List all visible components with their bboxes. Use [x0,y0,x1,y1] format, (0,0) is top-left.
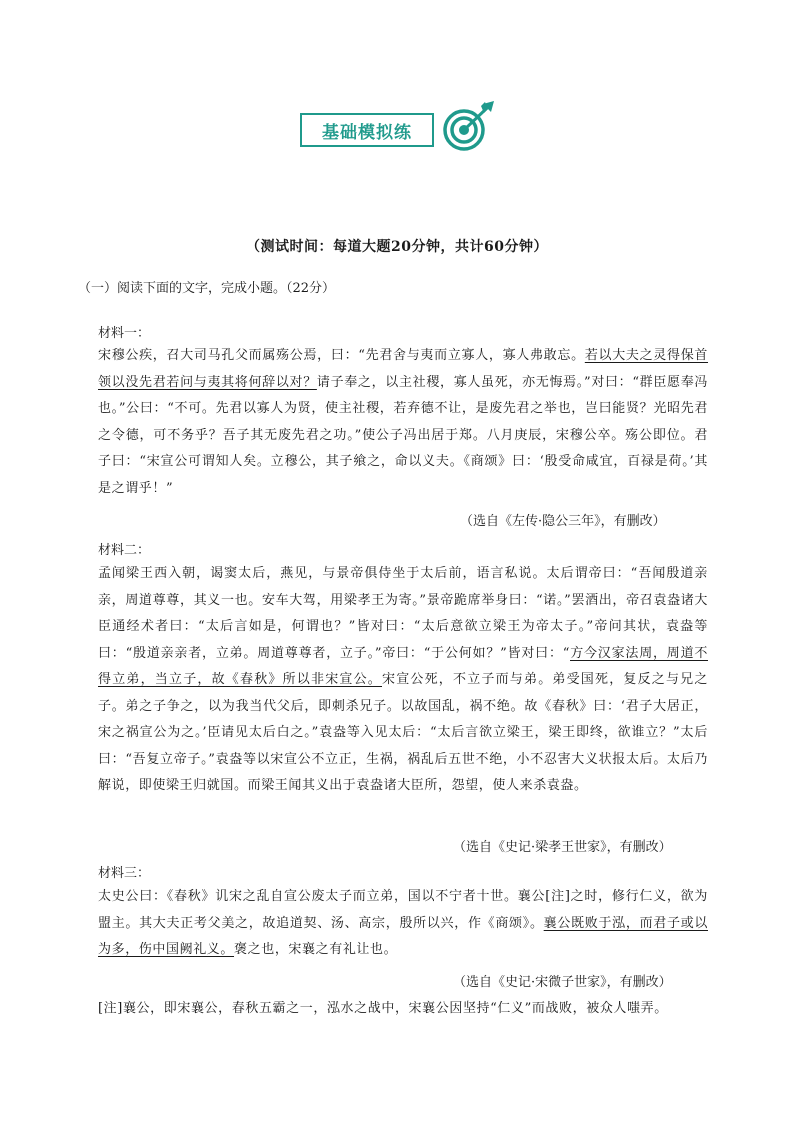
material-2-underlined: 方今汉家法周，周道不得立弟，当立子，故《春秋》所以非宋宣公。 [98,645,708,687]
material-3-underlined: 襄公既败于泓，而君子或以为多，伤中国阙礼义。 [98,915,708,957]
footnote: [注]襄公，即宋襄公，春秋五霸之一，泓水之战中，宋襄公因坚持“仁义”而战败，被众人嗤弄。 [98,1001,668,1016]
material-1-source: （选自《左传·隐公三年》，有删改） [460,514,666,529]
material-3-text: 太史公曰：《春秋》讥宋之乱自宣公废太子而立弟，国以不宁者十世。襄公[注]之时，修行仁义，欲为盟主。其大夫正考父美之，故追道契、汤、高宗，殷所以兴，作《商颂》。襄公既败于泓，而君子或以为多，伤中国阙礼义。褒之也，宋襄之有礼让也。 [98,889,708,957]
material-1-text: 宋穆公疾，召大司马孔父而属殇公焉，曰：“先君舍与夷而立寡人，寡人弗敢忘。若以大夫之灵得保首领以没先君若问与夷其将何辞以对？请子奉之，以主社稷，寡人虽死，亦无悔焉。”对曰：“群臣愿奉冯也。”公曰：“不可。先君以寡人为贤，使主社稷，若弃德不让，是废先君之举也，岂曰能贤？光昭先君之令德，可不务乎？吾子其无废先君之功。”使公子冯出居于郑。八月庚辰，宋穆公卒。殇公即位。君子曰：“宋宣公可谓知人矣。立穆公，其子飨之，命以义夫。《商颂》曰：‘殷受命咸宜，百禄是荷。’其是之谓乎！” [98,348,709,496]
material-2-text: 孟闻梁王西入朝，谒窦太后，燕见，与景帝俱侍坐于太后前，语言私说。太后谓帝曰：“吾闻殷道亲亲，周道尊尊，其义一也。安车大驾，用梁孝王为寄。”景帝跪席举身曰：“诺。”罢酒出，帝召袁盎诸大臣通经术者曰：“太后言如是，何谓也？”皆对曰：“太后意欲立梁王为帝太子。”帝问其状，袁盎等曰：“殷道亲亲者，立弟。周道尊尊者，立子。”帝曰：“于公何如？”皆对曰：“方今汉家法周，周道不得立弟，当立子，故《春秋》所以非宋宣公。宋宣公死，不立子而与弟。弟受国死，复反之与兄之子。弟之子争之，以为我当代父后，即刺杀兄子。以故国乱，祸不绝。故《春秋》曰：‘君子大居正，宋之祸宣公为之。’臣请见太后白之。”袁盎等入见太后：“太后言欲立梁王，梁王即终，欲谁立？”太后曰：“吾复立帝子。”袁盎等以宋宣公不立正，生祸，祸乱后五世不绝，小不忍害大义状报太后。太后乃解说，即使梁王归就国。而梁王闻其义出于袁盎诸大臣所，怨望，使人来杀袁盎。 [98,566,708,793]
section-title: （一）阅读下面的文字，完成小题。（22分） [78,281,336,296]
material-3-label: 材料三： [98,866,151,881]
material-3-source: （选自《史记·宋微子世家》，有删改） [453,975,672,990]
material-2-label: 材料二： [98,543,151,558]
banner-title: 基础模拟练 [300,113,434,147]
material-1-underlined: 若以大夫之灵得保首领以没先君若问与夷其将何辞以对？ [98,348,709,390]
target-icon [440,100,498,152]
test-time: （测试时间：每道大题20分钟，共计60分钟） [246,239,548,255]
material-1-label: 材料一： [98,326,151,341]
material-2-source: （选自《史记·梁孝王世家》，有删改） [453,840,672,855]
